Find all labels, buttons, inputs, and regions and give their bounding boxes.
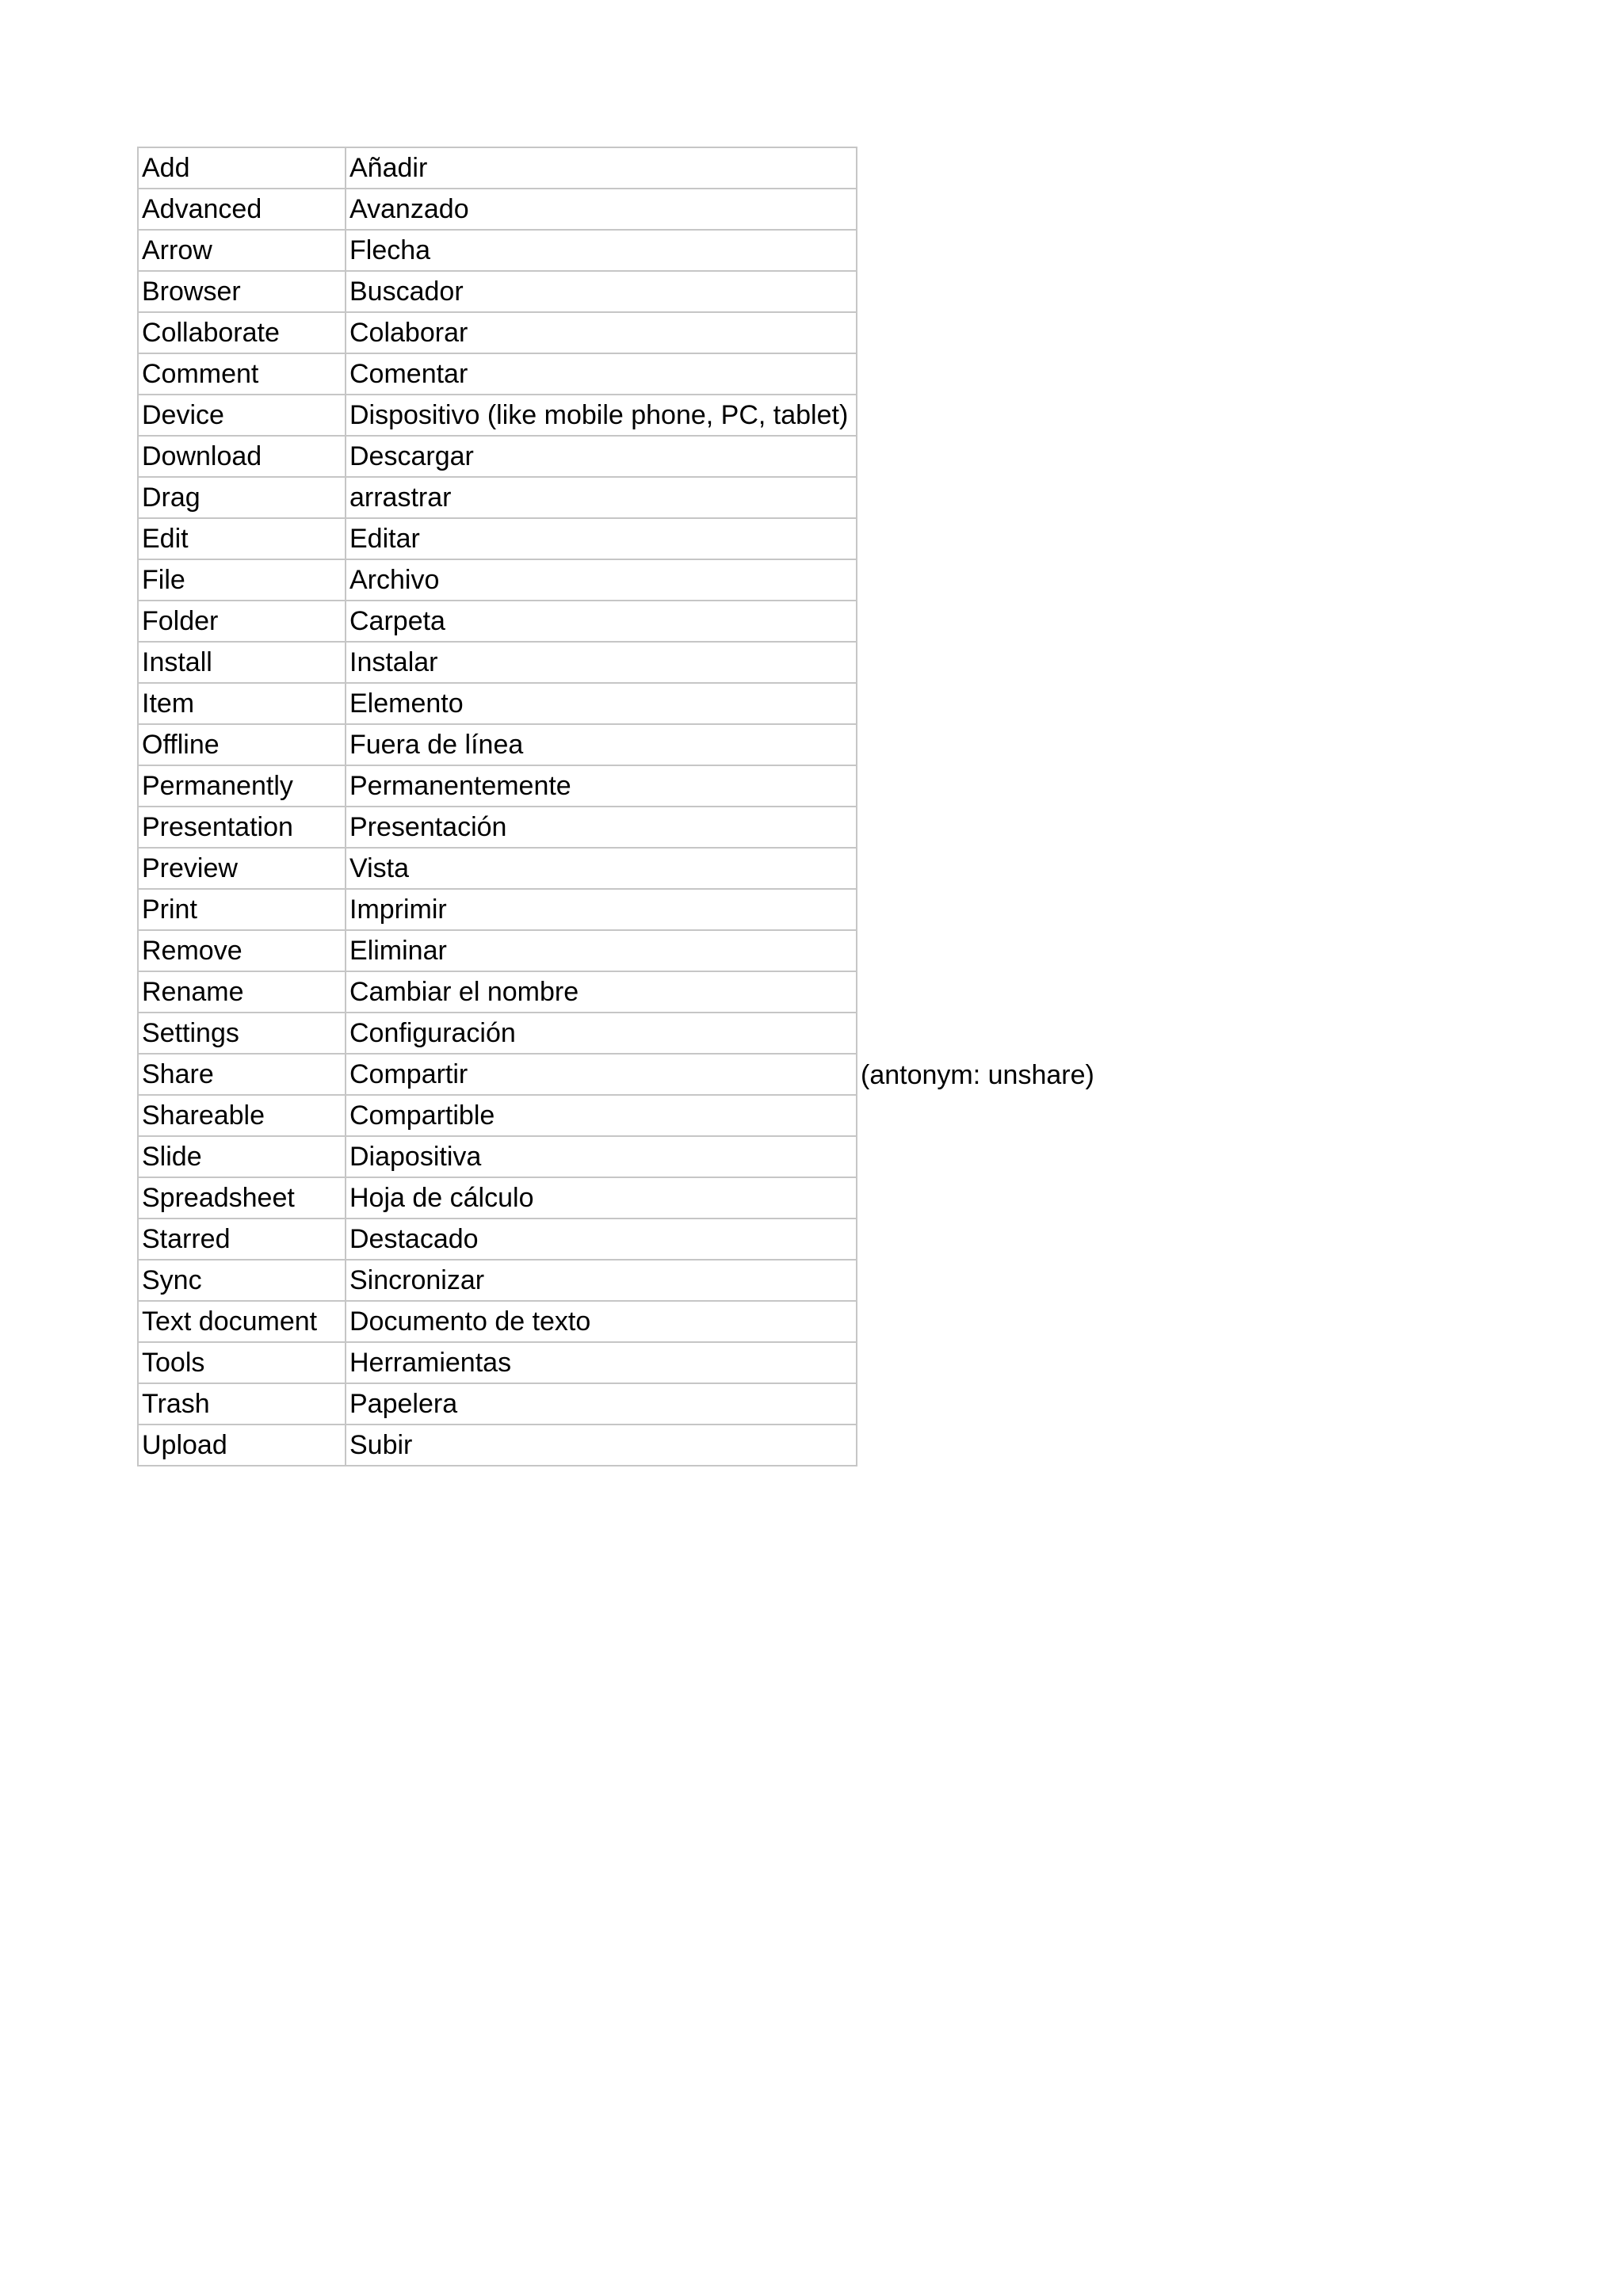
term-cell: Drag bbox=[138, 477, 346, 518]
translation-cell: Permanentemente bbox=[346, 765, 857, 807]
glossary-table-body bbox=[138, 147, 1110, 1466]
translation-cell: Configuración bbox=[346, 1013, 857, 1054]
note-cell bbox=[857, 765, 1110, 807]
term-cell: Trash bbox=[138, 1383, 346, 1425]
note-cell bbox=[857, 1219, 1110, 1260]
translation-cell: Avanzado bbox=[346, 189, 857, 230]
term-cell: Permanently bbox=[138, 765, 346, 807]
term-cell: Download bbox=[138, 436, 346, 477]
translation-cell: Elemento bbox=[346, 683, 857, 724]
translation-cell: Herramientas bbox=[346, 1342, 857, 1383]
translation-cell: Flecha bbox=[346, 230, 857, 271]
translation-cell: Dispositivo (like mobile phone, PC, tablet) bbox=[346, 395, 857, 436]
term-cell: Comment bbox=[138, 353, 346, 395]
term-cell: Install bbox=[138, 642, 346, 683]
table-row bbox=[138, 271, 1110, 312]
table-row bbox=[138, 230, 1110, 271]
note-cell bbox=[857, 1301, 1110, 1342]
translation-cell: Colaborar bbox=[346, 312, 857, 353]
translation-cell: Archivo bbox=[346, 559, 857, 601]
note-cell bbox=[857, 477, 1110, 518]
translation-cell: Destacado bbox=[346, 1219, 857, 1260]
term-cell: Browser bbox=[138, 271, 346, 312]
term-cell: Item bbox=[138, 683, 346, 724]
term-cell: Rename bbox=[138, 971, 346, 1013]
table-row bbox=[138, 642, 1110, 683]
table-row bbox=[138, 1342, 1110, 1383]
table-row bbox=[138, 312, 1110, 353]
note-cell bbox=[857, 436, 1110, 477]
translation-cell: Documento de texto bbox=[346, 1301, 857, 1342]
table-row bbox=[138, 1219, 1110, 1260]
translation-cell: Comentar bbox=[346, 353, 857, 395]
term-cell: Starred bbox=[138, 1219, 346, 1260]
term-cell: Remove bbox=[138, 930, 346, 971]
table-row bbox=[138, 601, 1110, 642]
note-cell bbox=[857, 1013, 1110, 1054]
table-row bbox=[138, 1425, 1110, 1466]
translation-cell: Fuera de línea bbox=[346, 724, 857, 765]
term-cell: File bbox=[138, 559, 346, 601]
note-cell bbox=[857, 1383, 1110, 1425]
table-row bbox=[138, 1054, 1110, 1095]
table-row bbox=[138, 1136, 1110, 1177]
translation-cell: Instalar bbox=[346, 642, 857, 683]
note-cell bbox=[857, 395, 1110, 436]
note-cell bbox=[857, 601, 1110, 642]
term-cell: Offline bbox=[138, 724, 346, 765]
translation-cell: Imprimir bbox=[346, 889, 857, 930]
table-row bbox=[138, 889, 1110, 930]
note-cell bbox=[857, 518, 1110, 559]
table-row bbox=[138, 683, 1110, 724]
term-cell: Device bbox=[138, 395, 346, 436]
note-cell bbox=[857, 889, 1110, 930]
translation-cell: Compartible bbox=[346, 1095, 857, 1136]
term-cell: Shareable bbox=[138, 1095, 346, 1136]
translation-cell: Carpeta bbox=[346, 601, 857, 642]
table-row bbox=[138, 518, 1110, 559]
table-row bbox=[138, 189, 1110, 230]
table-row bbox=[138, 559, 1110, 601]
table-row bbox=[138, 765, 1110, 807]
note-cell bbox=[857, 642, 1110, 683]
term-cell: Edit bbox=[138, 518, 346, 559]
note-cell bbox=[857, 271, 1110, 312]
note-cell bbox=[857, 147, 1110, 189]
translation-cell: Diapositiva bbox=[346, 1136, 857, 1177]
translation-cell: Hoja de cálculo bbox=[346, 1177, 857, 1219]
note-cell bbox=[857, 930, 1110, 971]
note-cell bbox=[857, 971, 1110, 1013]
term-cell: Tools bbox=[138, 1342, 346, 1383]
term-cell: Slide bbox=[138, 1136, 346, 1177]
table-row bbox=[138, 353, 1110, 395]
translation-cell: Papelera bbox=[346, 1383, 857, 1425]
term-cell: Add bbox=[138, 147, 346, 189]
term-cell: Upload bbox=[138, 1425, 346, 1466]
note-cell bbox=[857, 683, 1110, 724]
note-cell bbox=[857, 1425, 1110, 1466]
term-cell: Arrow bbox=[138, 230, 346, 271]
translation-cell: Eliminar bbox=[346, 930, 857, 971]
note-cell bbox=[857, 807, 1110, 848]
translation-cell: Descargar bbox=[346, 436, 857, 477]
note-cell bbox=[857, 1260, 1110, 1301]
table-row bbox=[138, 1095, 1110, 1136]
term-cell: Advanced bbox=[138, 189, 346, 230]
term-cell: Presentation bbox=[138, 807, 346, 848]
note-cell bbox=[857, 1342, 1110, 1383]
note-cell bbox=[857, 1177, 1110, 1219]
term-cell: Preview bbox=[138, 848, 346, 889]
note-cell: (antonym: unshare) bbox=[861, 1060, 1094, 1090]
translation-cell: Añadir bbox=[346, 147, 857, 189]
table-row bbox=[138, 1013, 1110, 1054]
table-row bbox=[138, 930, 1110, 971]
note-cell bbox=[857, 230, 1110, 271]
table-row bbox=[138, 971, 1110, 1013]
table-row bbox=[138, 477, 1110, 518]
table-row bbox=[138, 147, 1110, 189]
term-cell: Share bbox=[138, 1054, 346, 1095]
table-row bbox=[138, 848, 1110, 889]
note-cell bbox=[857, 724, 1110, 765]
table-row bbox=[138, 1260, 1110, 1301]
translation-cell: Editar bbox=[346, 518, 857, 559]
note-cell bbox=[857, 353, 1110, 395]
translation-cell: Compartir bbox=[346, 1054, 857, 1095]
note-cell bbox=[857, 189, 1110, 230]
term-cell: Sync bbox=[138, 1260, 346, 1301]
translation-cell: arrastrar bbox=[346, 477, 857, 518]
table-row bbox=[138, 395, 1110, 436]
table-row bbox=[138, 436, 1110, 477]
note-cell bbox=[857, 1095, 1110, 1136]
table-row bbox=[138, 1383, 1110, 1425]
term-cell: Print bbox=[138, 889, 346, 930]
note-cell bbox=[857, 559, 1110, 601]
note-cell bbox=[857, 312, 1110, 353]
term-cell: Folder bbox=[138, 601, 346, 642]
table-row bbox=[138, 1301, 1110, 1342]
term-cell: Settings bbox=[138, 1013, 346, 1054]
translation-cell: Cambiar el nombre bbox=[346, 971, 857, 1013]
translation-cell: Subir bbox=[346, 1425, 857, 1466]
note-cell bbox=[857, 1136, 1110, 1177]
translation-cell: Sincronizar bbox=[346, 1260, 857, 1301]
note-cell bbox=[857, 848, 1110, 889]
term-cell: Spreadsheet bbox=[138, 1177, 346, 1219]
term-cell: Collaborate bbox=[138, 312, 346, 353]
translation-cell: Presentación bbox=[346, 807, 857, 848]
term-cell: Text document bbox=[138, 1301, 346, 1342]
table-row bbox=[138, 807, 1110, 848]
table-row bbox=[138, 1177, 1110, 1219]
glossary-table bbox=[137, 147, 1111, 1466]
table-row bbox=[138, 724, 1110, 765]
translation-cell: Vista bbox=[346, 848, 857, 889]
translation-cell: Buscador bbox=[346, 271, 857, 312]
